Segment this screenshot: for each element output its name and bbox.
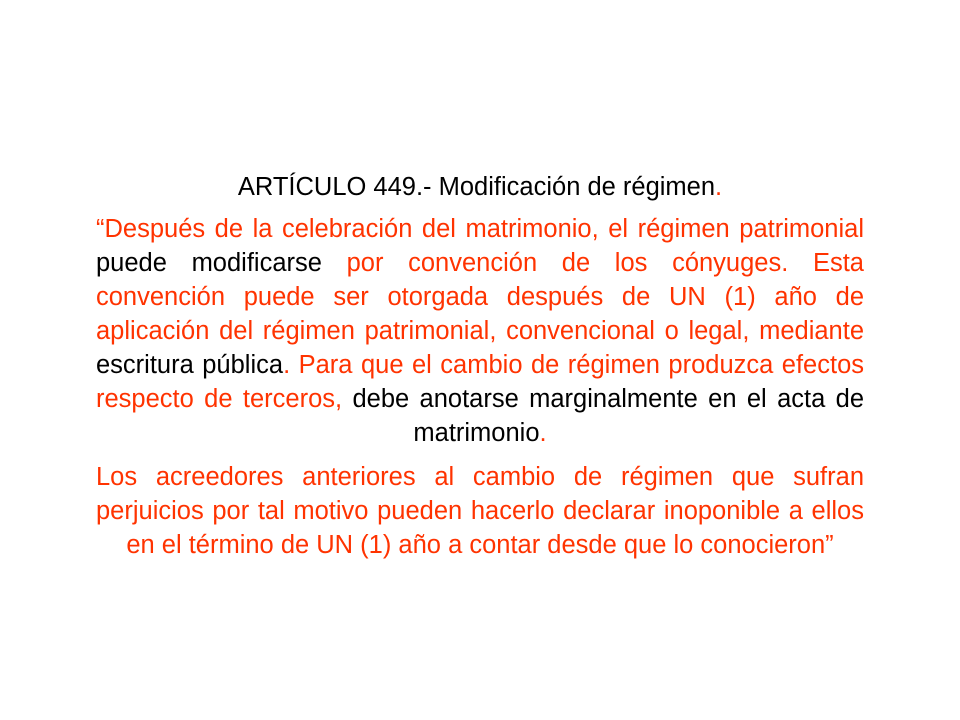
paragraph-1-segment-2: puede modificarse — [96, 249, 347, 277]
article-title — [96, 170, 864, 204]
paragraph-1-segment-1: “Después de la celebración del matrimonio, el régimen patrimonial — [96, 215, 864, 243]
article-paragraph-2: Los acreedores anteriores al cambio de régimen que sufran perjuicios por tal motivo pueden hacerlo declarar inoponible a ellos en el término de UN (1) año a contar desde que lo conocieron” — [96, 463, 864, 559]
article-heading-period: . — [715, 173, 723, 201]
slide-content — [96, 170, 864, 562]
paragraph-1-segment-5: . Para que el cambio de régimen produzca efectos respecto de terceros, — [96, 351, 865, 413]
article-heading: ARTÍCULO 449.- Modificación de régimen — [237, 173, 716, 201]
article-paragraph-1 — [96, 212, 864, 450]
paragraph-1-segment-7: . — [539, 419, 547, 447]
paragraph-1-segment-3: por convención de los cónyuges. Esta convención puede ser otorgada después de UN (1) año de aplicación del régimen patrimonial, convencional o legal, mediante — [96, 249, 864, 345]
paragraph-1-segment-6: debe anotarse marginalmente en el acta de matrimonio — [342, 385, 864, 447]
paragraph-1-segment-4: escritura pública — [96, 351, 284, 379]
